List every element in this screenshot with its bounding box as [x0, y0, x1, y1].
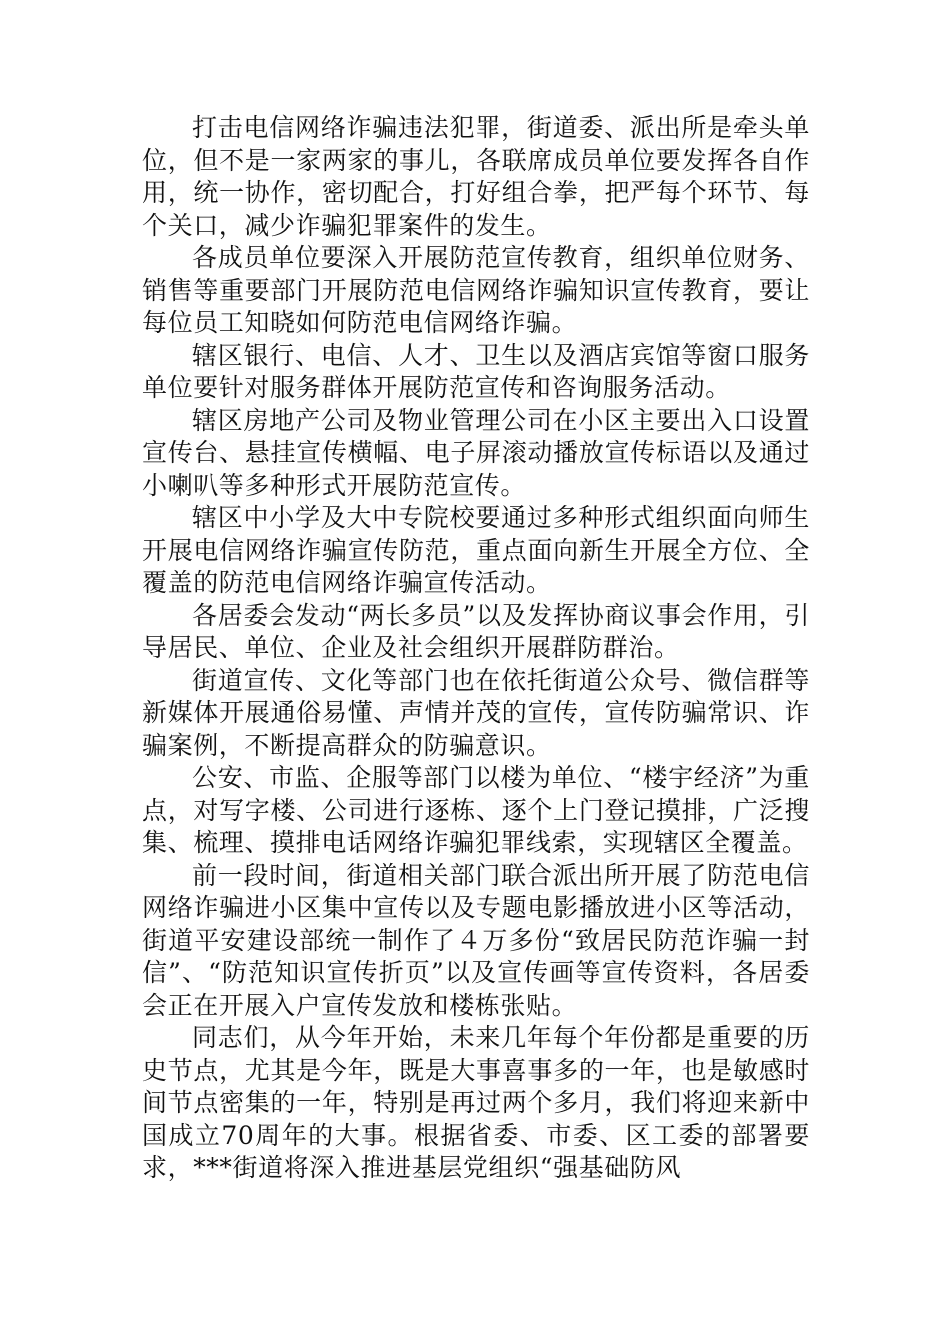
paragraph-6: 各居委会发动“两长多员”以及发挥协商议事会作用，引导居民、单位、企业及社会组织开展群防群治。 — [142, 600, 810, 662]
paragraph-2: 各成员单位要深入开展防范宣传教育，组织单位财务、销售等重要部门开展防范电信网络诈骗知识宣传教育，要让每位员工知晓如何防范电信网络诈骗。 — [142, 243, 810, 337]
paragraph-3: 辖区银行、电信、人才、卫生以及酒店宾馆等窗口服务单位要针对服务群体开展防范宣传和咨询服务活动。 — [142, 340, 810, 402]
paragraph-7: 街道宣传、文化等部门也在依托街道公众号、微信群等新媒体开展通俗易懂、声情并茂的宣传，宣传防骗常识、诈骗案例，不断提高群众的防骗意识。 — [142, 665, 810, 760]
paragraph-5: 辖区中小学及大中专院校要通过多种形式组织面向师生开展电信网络诈骗宣传防范，重点面向新生开展全方位、全覆盖的防范电信网络诈骗宣传活动。 — [142, 503, 810, 597]
document-body — [142, 112, 810, 1185]
paragraph-9: 前一段时间，街道相关部门联合派出所开展了防范电信网络诈骗进小区集中宣传以及专题电影播放进小区等活动，街道平安建设部统一制作了４万多份“致居民防范诈骗一封信”、“防范知识宣传折页”以及宣传画等宣传资料，各居委会正在开展入户宣传发放和楼栋张贴。 — [142, 860, 810, 1020]
paragraph-4: 辖区房地产公司及物业管理公司在小区主要出入口设置宣传台、悬挂宣传横幅、电子屏滚动播放宣传标语以及通过小喇叭等多种形式开展防范宣传。 — [142, 405, 810, 500]
paragraph-1: 打击电信网络诈骗违法犯罪，街道委、派出所是牵头单位，但不是一家两家的事儿，各联席成员单位要发挥各自作用，统一协作，密切配合，打好组合拳，把严每个环节、每个关口，减少诈骗犯罪案件的发生。 — [142, 113, 810, 240]
paragraph-8: 公安、市监、企服等部门以楼为单位、“楼宇经济”为重点，对写字楼、公司进行逐栋、逐个上门登记摸排，广泛搜集、梳理、摸排电话网络诈骗犯罪线索，实现辖区全覆盖。 — [142, 763, 810, 857]
paragraph-10: 同志们，从今年开始，未来几年每个年份都是重要的历史节点，尤其是今年，既是大事喜事多的一年，也是敏感时间节点密集的一年，特别是再过两个多月，我们将迎来新中国成立70周年的大事。根据省委、市委、区工委的部署要求，***街道将深入推进基层党组织“强基础防风 — [142, 1023, 810, 1182]
